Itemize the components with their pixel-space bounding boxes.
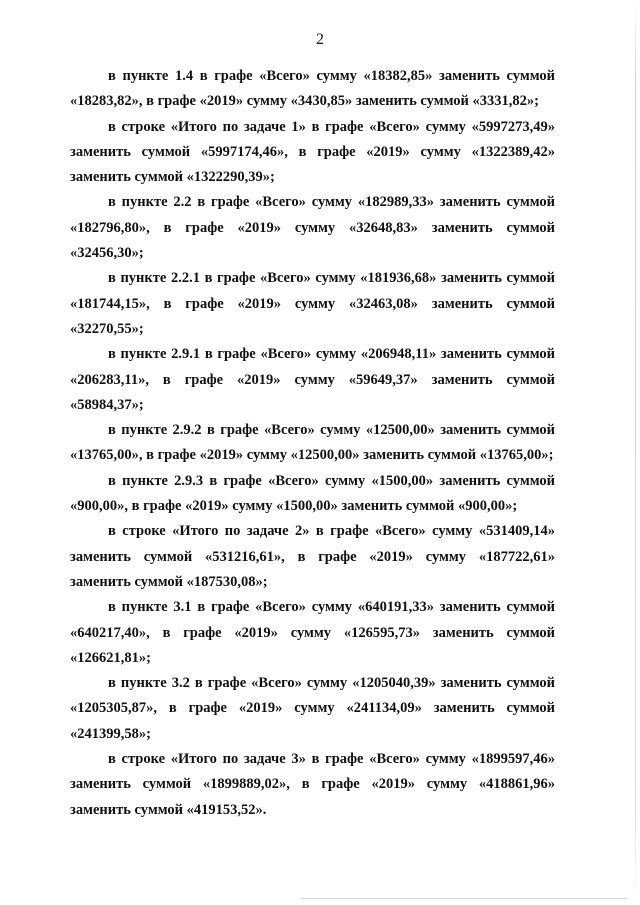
document-body (70, 64, 555, 823)
amendment-paragraph-2-2-1: в пункте 2.2.1 в графе «Всего» сумму «181936,68» заменить суммой «181744,15», в графе «2019» сумму «32463,08» заменить суммой «32270,55»; (70, 270, 555, 337)
amendment-paragraph-2-9-1: в пункте 2.9.1 в графе «Всего» сумму «206948,11» заменить суммой «206283,11», в графе «2019» сумму «59649,37» заменить суммой «58984,37»; (70, 346, 555, 413)
amendment-paragraph-total-task-1: в строке «Итого по задаче 1» в графе «Всего» сумму «5997273,49» заменить суммой «5997174,46», в графе «2019» сумму «1322389,42» заменить суммой «1322290,39»; (70, 118, 555, 186)
bottom-scan-divider (300, 898, 628, 899)
amendment-paragraph-2-9-2: в пункте 2.9.2 в графе «Всего» сумму «12500,00» заменить суммой «13765,00», в графе «2019» сумму «12500,00» заменить суммой «13765,00»; (70, 422, 555, 464)
amendment-paragraph-total-task-3: в строке «Итого по задаче 3» в графе «Всего» сумму «1899597,46» заменить суммой «1899889,02», в графе «2019» сумму «418861,96» заменить суммой «419153,52». (70, 751, 555, 818)
scan-edge-divider (635, 0, 636, 905)
amendment-paragraph-total-task-2: в строке «Итого по задаче 2» в графе «Всего» сумму «531409,14» заменить суммой «531216,61», в графе «2019» сумму «187722,61» заменить суммой «187530,08»; (70, 523, 555, 590)
amendment-paragraph-1-4: в пункте 1.4 в графе «Всего» сумму «18382,85» заменить суммой «18283,82», в графе «2019» сумму «3430,85» заменить суммой «3331,82»; (70, 68, 555, 110)
amendment-paragraph-2-9-3: в пункте 2.9.3 в графе «Всего» сумму «1500,00» заменить суммой «900,00», в графе «2019» сумму «1500,00» заменить суммой «900,00»; (70, 472, 555, 515)
amendment-paragraph-3-2: в пункте 3.2 в графе «Всего» сумму «1205040,39» заменить суммой «1205305,87», в графе «2019» сумму «241134,09» заменить суммой «241399,58»; (70, 675, 555, 742)
amendment-paragraph-2-2: в пункте 2.2 в графе «Всего» сумму «182989,33» заменить суммой «182796,80», в графе «2019» сумму «32648,83» заменить суммой «32456,30»; (70, 194, 555, 262)
page-number: 2 (316, 31, 324, 48)
amendment-paragraph-3-1: в пункте 3.1 в графе «Всего» сумму «640191,33» заменить суммой «640217,40», в графе «2019» сумму «126595,73» заменить суммой «126621,81»; (70, 599, 555, 666)
